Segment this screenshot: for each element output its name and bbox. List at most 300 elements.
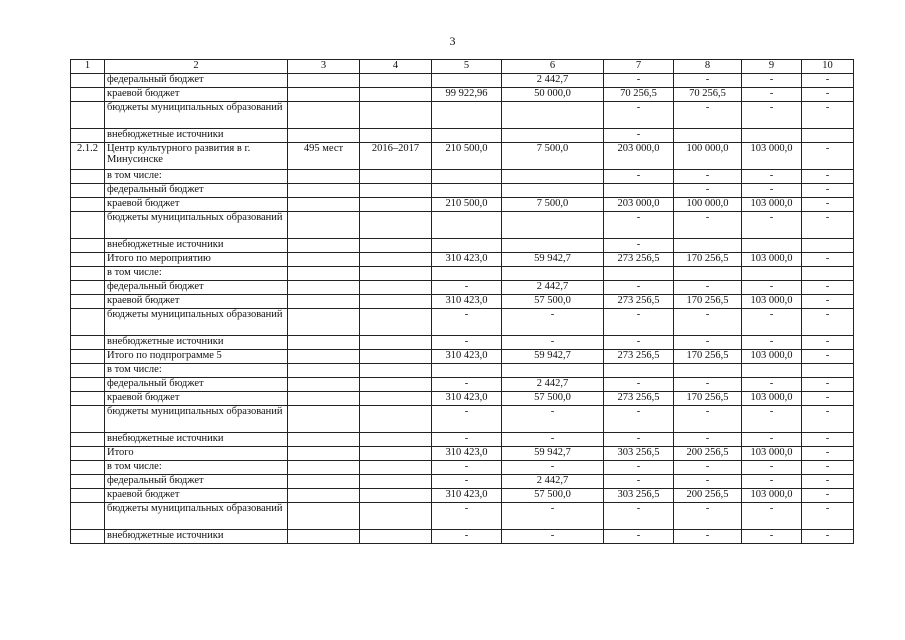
capacity-cell bbox=[288, 489, 360, 503]
total-cell: 310 423,0 bbox=[432, 392, 502, 406]
value-cell: - bbox=[742, 281, 802, 295]
value-cell bbox=[604, 364, 674, 378]
value-cell: - bbox=[742, 309, 802, 336]
value-cell: 57 500,0 bbox=[502, 295, 604, 309]
period-cell bbox=[360, 489, 432, 503]
table-row bbox=[71, 503, 854, 530]
total-cell: - bbox=[432, 461, 502, 475]
value-cell bbox=[502, 102, 604, 129]
row-number-cell bbox=[71, 170, 105, 184]
total-cell: 310 423,0 bbox=[432, 447, 502, 461]
value-cell: 57 500,0 bbox=[502, 489, 604, 503]
value-cell: - bbox=[502, 336, 604, 350]
column-header: 4 bbox=[360, 60, 432, 74]
value-cell: - bbox=[742, 461, 802, 475]
value-cell: - bbox=[502, 309, 604, 336]
value-cell: 200 256,5 bbox=[674, 489, 742, 503]
row-number-cell bbox=[71, 461, 105, 475]
value-cell: - bbox=[802, 295, 854, 309]
item-name-cell: Итого по подпрограмме 5 bbox=[105, 350, 288, 364]
value-cell: 59 942,7 bbox=[502, 447, 604, 461]
row-number-cell bbox=[71, 392, 105, 406]
value-cell: - bbox=[502, 461, 604, 475]
value-cell bbox=[674, 239, 742, 253]
value-cell: 273 256,5 bbox=[604, 295, 674, 309]
total-cell: 210 500,0 bbox=[432, 143, 502, 170]
period-cell bbox=[360, 267, 432, 281]
period-cell bbox=[360, 530, 432, 544]
value-cell bbox=[802, 364, 854, 378]
row-number-cell bbox=[71, 253, 105, 267]
item-name-cell: краевой бюджет bbox=[105, 198, 288, 212]
period-cell bbox=[360, 392, 432, 406]
column-header: 5 bbox=[432, 60, 502, 74]
row-number-cell bbox=[71, 489, 105, 503]
value-cell: 103 000,0 bbox=[742, 143, 802, 170]
total-cell bbox=[432, 184, 502, 198]
capacity-cell bbox=[288, 461, 360, 475]
value-cell bbox=[742, 364, 802, 378]
item-name-cell: федеральный бюджет bbox=[105, 184, 288, 198]
table-row bbox=[71, 530, 854, 544]
capacity-cell bbox=[288, 433, 360, 447]
value-cell bbox=[674, 129, 742, 143]
column-header: 8 bbox=[674, 60, 742, 74]
value-cell: - bbox=[604, 378, 674, 392]
capacity-cell bbox=[288, 102, 360, 129]
value-cell: 303 256,5 bbox=[604, 489, 674, 503]
row-number-cell bbox=[71, 309, 105, 336]
total-cell bbox=[432, 170, 502, 184]
value-cell: 170 256,5 bbox=[674, 392, 742, 406]
capacity-cell bbox=[288, 74, 360, 88]
item-name-cell: федеральный бюджет bbox=[105, 74, 288, 88]
row-number-cell bbox=[71, 503, 105, 530]
column-header: 2 bbox=[105, 60, 288, 74]
value-cell: - bbox=[674, 309, 742, 336]
value-cell: 170 256,5 bbox=[674, 350, 742, 364]
value-cell: 50 000,0 bbox=[502, 88, 604, 102]
value-cell: 100 000,0 bbox=[674, 198, 742, 212]
capacity-cell bbox=[288, 253, 360, 267]
value-cell: - bbox=[802, 378, 854, 392]
value-cell: 2 442,7 bbox=[502, 378, 604, 392]
item-name-cell: краевой бюджет bbox=[105, 295, 288, 309]
value-cell: 103 000,0 bbox=[742, 198, 802, 212]
table-row bbox=[71, 350, 854, 364]
value-cell: - bbox=[802, 433, 854, 447]
period-cell bbox=[360, 364, 432, 378]
item-name-cell: внебюджетные источники bbox=[105, 129, 288, 143]
table-row bbox=[71, 143, 854, 170]
item-name-cell: в том числе: bbox=[105, 461, 288, 475]
item-name-cell: внебюджетные источники bbox=[105, 433, 288, 447]
value-cell: - bbox=[604, 433, 674, 447]
item-name-cell: краевой бюджет bbox=[105, 489, 288, 503]
capacity-cell bbox=[288, 392, 360, 406]
period-cell bbox=[360, 475, 432, 489]
value-cell: - bbox=[802, 88, 854, 102]
value-cell: - bbox=[674, 170, 742, 184]
value-cell: 103 000,0 bbox=[742, 350, 802, 364]
value-cell: 273 256,5 bbox=[604, 392, 674, 406]
value-cell: - bbox=[604, 102, 674, 129]
value-cell: - bbox=[802, 406, 854, 433]
period-cell bbox=[360, 350, 432, 364]
value-cell: - bbox=[674, 503, 742, 530]
value-cell: 70 256,5 bbox=[674, 88, 742, 102]
value-cell: - bbox=[802, 281, 854, 295]
capacity-cell bbox=[288, 378, 360, 392]
value-cell: 7 500,0 bbox=[502, 198, 604, 212]
total-cell bbox=[432, 267, 502, 281]
value-cell: 100 000,0 bbox=[674, 143, 742, 170]
total-cell: 310 423,0 bbox=[432, 295, 502, 309]
row-number-cell bbox=[71, 336, 105, 350]
value-cell: - bbox=[802, 170, 854, 184]
column-header: 7 bbox=[604, 60, 674, 74]
total-cell bbox=[432, 102, 502, 129]
period-cell bbox=[360, 212, 432, 239]
value-cell: - bbox=[604, 74, 674, 88]
value-cell: - bbox=[802, 461, 854, 475]
value-cell bbox=[502, 267, 604, 281]
capacity-cell bbox=[288, 475, 360, 489]
row-number-cell bbox=[71, 281, 105, 295]
item-name-cell: в том числе: bbox=[105, 364, 288, 378]
capacity-cell bbox=[288, 364, 360, 378]
period-cell bbox=[360, 461, 432, 475]
capacity-cell bbox=[288, 503, 360, 530]
table-row bbox=[71, 295, 854, 309]
value-cell bbox=[742, 267, 802, 281]
value-cell bbox=[674, 364, 742, 378]
period-cell bbox=[360, 447, 432, 461]
value-cell: - bbox=[674, 102, 742, 129]
table-row bbox=[71, 212, 854, 239]
value-cell: 7 500,0 bbox=[502, 143, 604, 170]
value-cell: - bbox=[674, 378, 742, 392]
column-header: 6 bbox=[502, 60, 604, 74]
period-cell bbox=[360, 378, 432, 392]
period-cell bbox=[360, 281, 432, 295]
item-name-cell: Центр культурного развития в г. Минусинске bbox=[105, 143, 288, 170]
value-cell: - bbox=[742, 74, 802, 88]
total-cell bbox=[432, 239, 502, 253]
value-cell: - bbox=[502, 406, 604, 433]
value-cell bbox=[502, 212, 604, 239]
page-number: 3 bbox=[449, 34, 456, 48]
table-body bbox=[71, 60, 854, 544]
item-name-cell: краевой бюджет bbox=[105, 88, 288, 102]
total-cell: - bbox=[432, 378, 502, 392]
period-cell bbox=[360, 184, 432, 198]
item-name-cell: федеральный бюджет bbox=[105, 475, 288, 489]
item-name-cell: в том числе: bbox=[105, 170, 288, 184]
value-cell: - bbox=[742, 406, 802, 433]
value-cell: - bbox=[802, 198, 854, 212]
value-cell: - bbox=[674, 336, 742, 350]
row-number-cell bbox=[71, 129, 105, 143]
total-cell: 210 500,0 bbox=[432, 198, 502, 212]
item-name-cell: краевой бюджет bbox=[105, 392, 288, 406]
value-cell: 200 256,5 bbox=[674, 447, 742, 461]
value-cell: 203 000,0 bbox=[604, 198, 674, 212]
item-name-cell: внебюджетные источники bbox=[105, 239, 288, 253]
value-cell: - bbox=[674, 530, 742, 544]
column-number-row bbox=[71, 60, 854, 74]
value-cell: 59 942,7 bbox=[502, 253, 604, 267]
value-cell: - bbox=[742, 433, 802, 447]
item-name-cell: внебюджетные источники bbox=[105, 530, 288, 544]
value-cell: - bbox=[674, 74, 742, 88]
value-cell bbox=[502, 364, 604, 378]
value-cell: - bbox=[674, 461, 742, 475]
value-cell bbox=[674, 267, 742, 281]
capacity-cell bbox=[288, 129, 360, 143]
value-cell: 170 256,5 bbox=[674, 295, 742, 309]
value-cell: 2 442,7 bbox=[502, 281, 604, 295]
capacity-cell bbox=[288, 309, 360, 336]
table-row bbox=[71, 184, 854, 198]
value-cell: - bbox=[604, 475, 674, 489]
table-row bbox=[71, 378, 854, 392]
capacity-cell bbox=[288, 212, 360, 239]
table-row bbox=[71, 433, 854, 447]
value-cell: - bbox=[502, 503, 604, 530]
row-number-cell bbox=[71, 406, 105, 433]
table-row bbox=[71, 447, 854, 461]
item-name-cell: бюджеты муниципальных образований bbox=[105, 503, 288, 530]
period-cell: 2016–2017 bbox=[360, 143, 432, 170]
period-cell bbox=[360, 433, 432, 447]
value-cell: - bbox=[802, 392, 854, 406]
value-cell: - bbox=[802, 530, 854, 544]
table-row bbox=[71, 88, 854, 102]
capacity-cell bbox=[288, 336, 360, 350]
column-header: 1 bbox=[71, 60, 105, 74]
value-cell: - bbox=[742, 170, 802, 184]
row-number-cell bbox=[71, 378, 105, 392]
value-cell: - bbox=[604, 239, 674, 253]
value-cell: 203 000,0 bbox=[604, 143, 674, 170]
value-cell: - bbox=[674, 406, 742, 433]
value-cell: - bbox=[674, 475, 742, 489]
value-cell bbox=[502, 129, 604, 143]
row-number-cell bbox=[71, 239, 105, 253]
value-cell: - bbox=[742, 475, 802, 489]
value-cell: - bbox=[802, 447, 854, 461]
table-row bbox=[71, 239, 854, 253]
value-cell: - bbox=[742, 102, 802, 129]
value-cell: - bbox=[802, 212, 854, 239]
value-cell: - bbox=[742, 336, 802, 350]
value-cell bbox=[502, 184, 604, 198]
table-row bbox=[71, 267, 854, 281]
table-row bbox=[71, 475, 854, 489]
table-row bbox=[71, 309, 854, 336]
capacity-cell bbox=[288, 184, 360, 198]
value-cell: - bbox=[604, 170, 674, 184]
total-cell bbox=[432, 364, 502, 378]
capacity-cell bbox=[288, 88, 360, 102]
value-cell: 2 442,7 bbox=[502, 74, 604, 88]
budget-table bbox=[70, 59, 854, 544]
total-cell: - bbox=[432, 475, 502, 489]
value-cell: 103 000,0 bbox=[742, 295, 802, 309]
period-cell bbox=[360, 129, 432, 143]
item-name-cell: бюджеты муниципальных образований bbox=[105, 406, 288, 433]
period-cell bbox=[360, 198, 432, 212]
row-number-cell bbox=[71, 475, 105, 489]
value-cell: 170 256,5 bbox=[674, 253, 742, 267]
value-cell: - bbox=[674, 433, 742, 447]
value-cell bbox=[604, 267, 674, 281]
capacity-cell bbox=[288, 198, 360, 212]
value-cell: - bbox=[802, 489, 854, 503]
capacity-cell: 495 мест bbox=[288, 143, 360, 170]
period-cell bbox=[360, 102, 432, 129]
capacity-cell bbox=[288, 267, 360, 281]
value-cell: - bbox=[802, 503, 854, 530]
period-cell bbox=[360, 336, 432, 350]
period-cell bbox=[360, 88, 432, 102]
value-cell: 2 442,7 bbox=[502, 475, 604, 489]
table-row bbox=[71, 253, 854, 267]
period-cell bbox=[360, 503, 432, 530]
total-cell bbox=[432, 74, 502, 88]
value-cell: 273 256,5 bbox=[604, 253, 674, 267]
column-header: 9 bbox=[742, 60, 802, 74]
value-cell: - bbox=[802, 143, 854, 170]
value-cell bbox=[802, 239, 854, 253]
item-name-cell: бюджеты муниципальных образований bbox=[105, 309, 288, 336]
row-number-cell bbox=[71, 364, 105, 378]
table-row bbox=[71, 281, 854, 295]
row-number-cell bbox=[71, 74, 105, 88]
value-cell: - bbox=[604, 336, 674, 350]
table-row bbox=[71, 406, 854, 433]
total-cell bbox=[432, 129, 502, 143]
period-cell bbox=[360, 406, 432, 433]
value-cell: - bbox=[802, 74, 854, 88]
value-cell: 103 000,0 bbox=[742, 447, 802, 461]
item-name-cell: внебюджетные источники bbox=[105, 336, 288, 350]
table-row bbox=[71, 392, 854, 406]
value-cell: - bbox=[802, 475, 854, 489]
value-cell: - bbox=[802, 336, 854, 350]
row-number-cell bbox=[71, 267, 105, 281]
total-cell: - bbox=[432, 336, 502, 350]
value-cell: - bbox=[742, 503, 802, 530]
table-row bbox=[71, 198, 854, 212]
total-cell: - bbox=[432, 406, 502, 433]
table-row bbox=[71, 129, 854, 143]
value-cell: - bbox=[604, 309, 674, 336]
value-cell: - bbox=[604, 406, 674, 433]
total-cell: - bbox=[432, 503, 502, 530]
row-number-cell bbox=[71, 530, 105, 544]
total-cell: - bbox=[432, 433, 502, 447]
item-name-cell: федеральный бюджет bbox=[105, 378, 288, 392]
row-number-cell: 2.1.2 bbox=[71, 143, 105, 170]
period-cell bbox=[360, 295, 432, 309]
capacity-cell bbox=[288, 447, 360, 461]
row-number-cell bbox=[71, 350, 105, 364]
total-cell: - bbox=[432, 281, 502, 295]
item-name-cell: бюджеты муниципальных образований bbox=[105, 102, 288, 129]
value-cell: 303 256,5 bbox=[604, 447, 674, 461]
value-cell bbox=[802, 267, 854, 281]
value-cell: - bbox=[604, 530, 674, 544]
value-cell: 103 000,0 bbox=[742, 392, 802, 406]
period-cell bbox=[360, 309, 432, 336]
value-cell: - bbox=[742, 184, 802, 198]
total-cell: 99 922,96 bbox=[432, 88, 502, 102]
value-cell: - bbox=[674, 281, 742, 295]
period-cell bbox=[360, 253, 432, 267]
table-row bbox=[71, 74, 854, 88]
value-cell: - bbox=[742, 530, 802, 544]
capacity-cell bbox=[288, 530, 360, 544]
column-header: 3 bbox=[288, 60, 360, 74]
row-number-cell bbox=[71, 295, 105, 309]
row-number-cell bbox=[71, 184, 105, 198]
capacity-cell bbox=[288, 281, 360, 295]
value-cell bbox=[742, 129, 802, 143]
table-row bbox=[71, 461, 854, 475]
value-cell: - bbox=[802, 350, 854, 364]
value-cell: - bbox=[604, 503, 674, 530]
total-cell: - bbox=[432, 309, 502, 336]
total-cell: 310 423,0 bbox=[432, 489, 502, 503]
value-cell: - bbox=[502, 530, 604, 544]
table-row bbox=[71, 336, 854, 350]
total-cell: 310 423,0 bbox=[432, 350, 502, 364]
capacity-cell bbox=[288, 170, 360, 184]
item-name-cell: в том числе: bbox=[105, 267, 288, 281]
total-cell bbox=[432, 212, 502, 239]
period-cell bbox=[360, 74, 432, 88]
total-cell: - bbox=[432, 530, 502, 544]
value-cell: - bbox=[604, 212, 674, 239]
item-name-cell: федеральный бюджет bbox=[105, 281, 288, 295]
capacity-cell bbox=[288, 239, 360, 253]
period-cell bbox=[360, 170, 432, 184]
table-row bbox=[71, 364, 854, 378]
column-header: 10 bbox=[802, 60, 854, 74]
value-cell: - bbox=[674, 184, 742, 198]
capacity-cell bbox=[288, 295, 360, 309]
value-cell: - bbox=[502, 433, 604, 447]
value-cell: - bbox=[802, 102, 854, 129]
value-cell bbox=[604, 184, 674, 198]
value-cell: 59 942,7 bbox=[502, 350, 604, 364]
value-cell: - bbox=[742, 88, 802, 102]
period-cell bbox=[360, 239, 432, 253]
value-cell: - bbox=[742, 212, 802, 239]
value-cell: - bbox=[802, 309, 854, 336]
value-cell: 57 500,0 bbox=[502, 392, 604, 406]
row-number-cell bbox=[71, 88, 105, 102]
value-cell: - bbox=[604, 461, 674, 475]
row-number-cell bbox=[71, 433, 105, 447]
item-name-cell: Итого по мероприятию bbox=[105, 253, 288, 267]
capacity-cell bbox=[288, 406, 360, 433]
value-cell: 273 256,5 bbox=[604, 350, 674, 364]
capacity-cell bbox=[288, 350, 360, 364]
value-cell bbox=[802, 129, 854, 143]
